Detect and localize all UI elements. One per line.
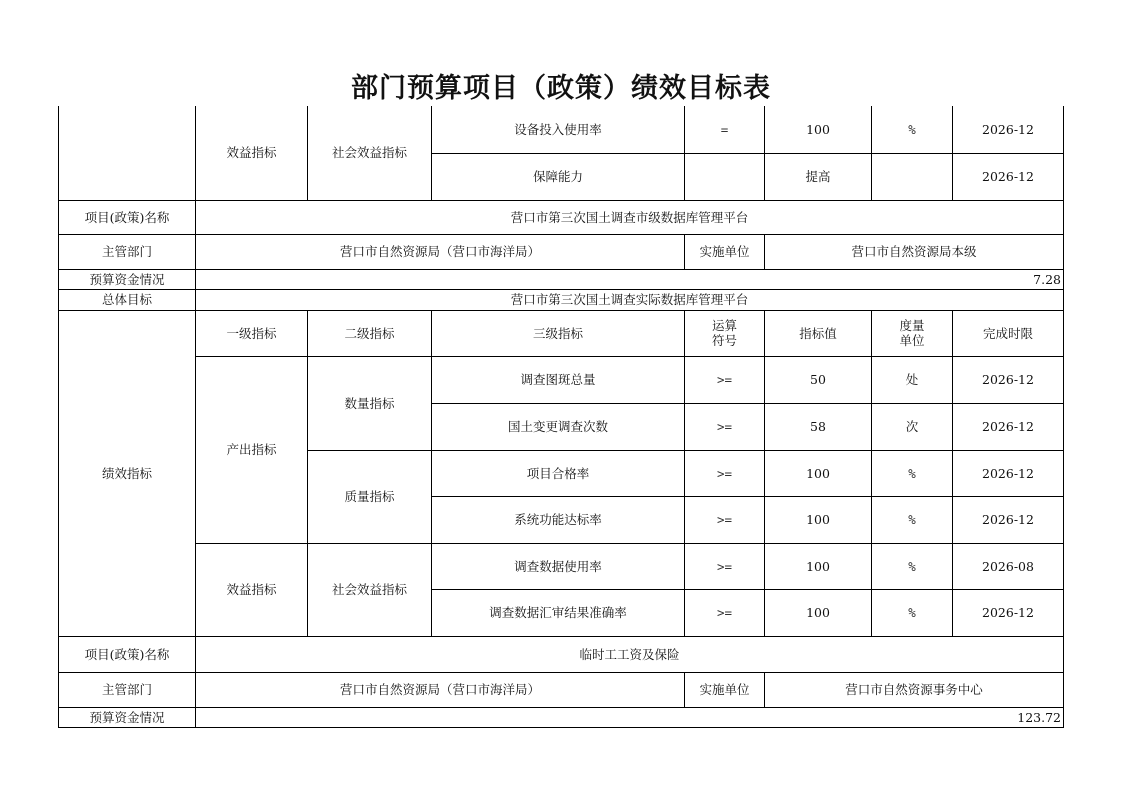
budget-label: 预算资金情况 (59, 269, 196, 289)
unit-cell: % (872, 450, 953, 496)
unit-cell: 次 (872, 403, 953, 450)
operator-cell: >= (685, 496, 765, 543)
performance-table (58, 106, 1064, 728)
project-name-value: 临时工工资及保险 (196, 636, 1064, 672)
table-row (59, 636, 1064, 672)
level1-cell: 效益指标 (196, 106, 308, 200)
dept-value: 营口市自然资源局（营口市海洋局） (196, 672, 685, 707)
value-cell: 100 (765, 543, 872, 589)
project-name-label: 项目(政策)名称 (59, 200, 196, 234)
operator-cell: >= (685, 589, 765, 636)
deadline-cell: 2026-12 (953, 589, 1064, 636)
value-cell: 58 (765, 403, 872, 450)
unit-cell (872, 153, 953, 200)
operator-cell (685, 153, 765, 200)
level2-cell: 社会效益指标 (308, 106, 432, 200)
header-level3: 三级指标 (432, 310, 685, 356)
deadline-cell: 2026-12 (953, 356, 1064, 403)
value-cell: 提高 (765, 153, 872, 200)
metric-cell: 保障能力 (432, 153, 685, 200)
header-level2: 二级指标 (308, 310, 432, 356)
deadline-cell: 2026-12 (953, 403, 1064, 450)
quantity-label: 数量指标 (308, 356, 432, 450)
table-header-row (59, 310, 1064, 356)
metric-cell: 调查数据汇审结果准确率 (432, 589, 685, 636)
dept-label: 主管部门 (59, 234, 196, 269)
value-cell: 100 (765, 589, 872, 636)
header-operator: 运算 符号 (685, 310, 765, 356)
dept-label: 主管部门 (59, 672, 196, 707)
goal-label: 总体目标 (59, 289, 196, 310)
deadline-cell: 2026-12 (953, 450, 1064, 496)
impl-value: 营口市自然资源事务中心 (765, 672, 1064, 707)
operator-cell: >= (685, 356, 765, 403)
value-cell: 100 (765, 106, 872, 153)
deadline-cell: 2026-12 (953, 153, 1064, 200)
table-row (59, 106, 1064, 153)
table-row (59, 356, 1064, 403)
header-level1: 一级指标 (196, 310, 308, 356)
dept-value: 营口市自然资源局（营口市海洋局） (196, 234, 685, 269)
quality-label: 质量指标 (308, 450, 432, 543)
value-cell: 100 (765, 496, 872, 543)
blank-label-cell (59, 106, 196, 200)
perf-label: 绩效指标 (59, 310, 196, 636)
project-name-label: 项目(政策)名称 (59, 636, 196, 672)
header-deadline: 完成时限 (953, 310, 1064, 356)
goal-value: 营口市第三次国土调查实际数据库管理平台 (196, 289, 1064, 310)
deadline-cell: 2026-12 (953, 496, 1064, 543)
benefit-label: 效益指标 (196, 543, 308, 636)
metric-cell: 国土变更调查次数 (432, 403, 685, 450)
deadline-cell: 2026-12 (953, 106, 1064, 153)
table-row (59, 234, 1064, 269)
unit-cell: % (872, 496, 953, 543)
impl-label: 实施单位 (685, 234, 765, 269)
metric-cell: 调查数据使用率 (432, 543, 685, 589)
unit-cell: % (872, 589, 953, 636)
metric-cell: 调查图斑总量 (432, 356, 685, 403)
metric-cell: 系统功能达标率 (432, 496, 685, 543)
operator-cell: >= (685, 450, 765, 496)
table-row (59, 269, 1064, 289)
table-row (59, 200, 1064, 234)
value-cell: 100 (765, 450, 872, 496)
table-row (59, 543, 1064, 589)
impl-label: 实施单位 (685, 672, 765, 707)
budget-value: 123.72 (196, 707, 1064, 727)
operator-cell: = (685, 106, 765, 153)
table-row (59, 289, 1064, 310)
impl-value: 营口市自然资源局本级 (765, 234, 1064, 269)
unit-cell: % (872, 106, 953, 153)
operator-cell: >= (685, 403, 765, 450)
output-label: 产出指标 (196, 356, 308, 543)
budget-value: 7.28 (196, 269, 1064, 289)
project-name-value: 营口市第三次国土调查市级数据库管理平台 (196, 200, 1064, 234)
header-value: 指标值 (765, 310, 872, 356)
table-row (59, 672, 1064, 707)
header-unit: 度量 单位 (872, 310, 953, 356)
metric-cell: 项目合格率 (432, 450, 685, 496)
deadline-cell: 2026-08 (953, 543, 1064, 589)
unit-cell: 处 (872, 356, 953, 403)
table-row (59, 707, 1064, 727)
social-label: 社会效益指标 (308, 543, 432, 636)
budget-label: 预算资金情况 (59, 707, 196, 727)
page-title: 部门预算项目（政策）绩效目标表 (351, 73, 771, 104)
unit-cell: % (872, 543, 953, 589)
operator-cell: >= (685, 543, 765, 589)
metric-cell: 设备投入使用率 (432, 106, 685, 153)
value-cell: 50 (765, 356, 872, 403)
